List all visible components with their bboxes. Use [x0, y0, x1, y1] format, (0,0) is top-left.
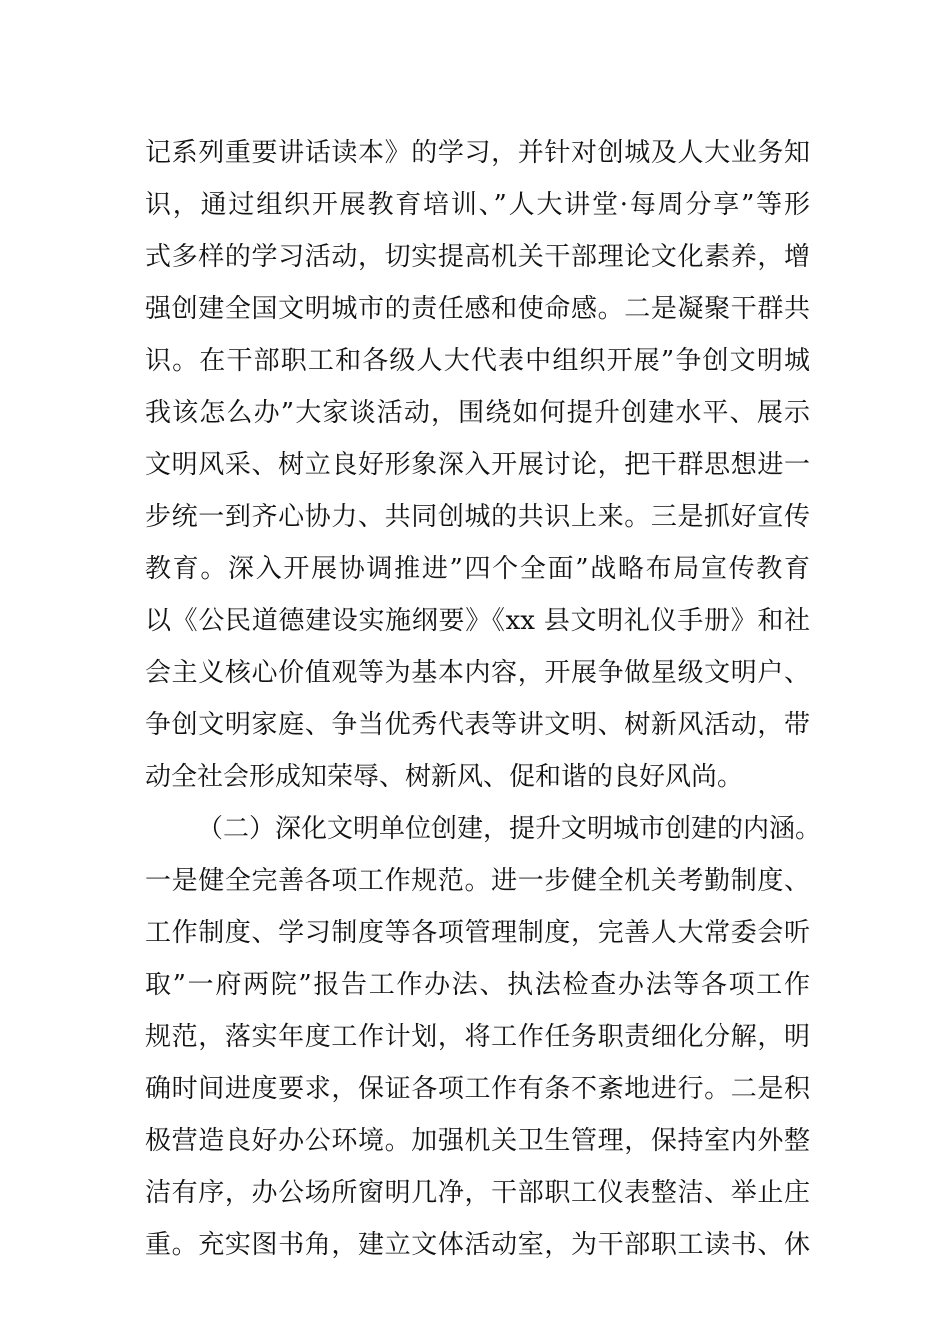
text-line: 确时间进度要求，保证各项工作有条不紊地进行。二是积	[145, 1074, 810, 1104]
text-line: 我该怎么办”大家谈活动，围绕如何提升创建水平、展示	[145, 398, 810, 428]
text-line: 强创建全国文明城市的责任感和使命感。二是凝聚干群共	[145, 294, 810, 324]
body-text	[145, 127, 822, 1271]
text-line: 会主义核心价值观等为基本内容，开展争做星级文明户、	[145, 658, 810, 688]
text-line: 式多样的学习活动，切实提高机关干部理论文化素养，增	[145, 242, 810, 272]
section-heading-line: （二）深化文明单位创建，提升文明城市创建的内涵。	[197, 814, 822, 844]
text-line: 识。在干部职工和各级人大代表中组织开展”争创文明城	[145, 346, 810, 376]
text-line: 文明风采、树立良好形象深入开展讨论，把干群思想进一	[145, 450, 810, 480]
text-line: 争创文明家庭、争当优秀代表等讲文明、树新风活动，带	[145, 710, 810, 740]
text-line: 以《公民道德建设实施纲要》《xx 县文明礼仪手册》和社	[145, 606, 810, 636]
text-line: 识，通过组织开展教育培训、”人大讲堂·每周分享”等形	[145, 190, 810, 220]
text-line: 教育。深入开展协调推进”四个全面”战略布局宣传教育	[145, 554, 810, 584]
text-line: 重。充实图书角，建立文体活动室，为干部职工读书、休	[145, 1230, 810, 1260]
text-line: 规范，落实年度工作计划，将工作任务职责细化分解，明	[145, 1022, 810, 1052]
text-line: 工作制度、学习制度等各项管理制度，完善人大常委会听	[145, 918, 810, 948]
text-line: 步统一到齐心协力、共同创城的共识上来。三是抓好宣传	[145, 502, 810, 532]
text-line: 记系列重要讲话读本》的学习，并针对创城及人大业务知	[145, 138, 810, 168]
text-line: 一是健全完善各项工作规范。进一步健全机关考勤制度、	[145, 866, 810, 896]
paragraph-end-line: 动全社会形成知荣辱、树新风、促和谐的良好风尚。	[145, 762, 744, 792]
text-line: 极营造良好办公环境。加强机关卫生管理，保持室内外整	[145, 1126, 810, 1156]
text-line: 洁有序，办公场所窗明几净，干部职工仪表整洁、举止庄	[145, 1178, 810, 1208]
text-line: 取”一府两院”报告工作办法、执法检查办法等各项工作	[145, 970, 810, 1000]
